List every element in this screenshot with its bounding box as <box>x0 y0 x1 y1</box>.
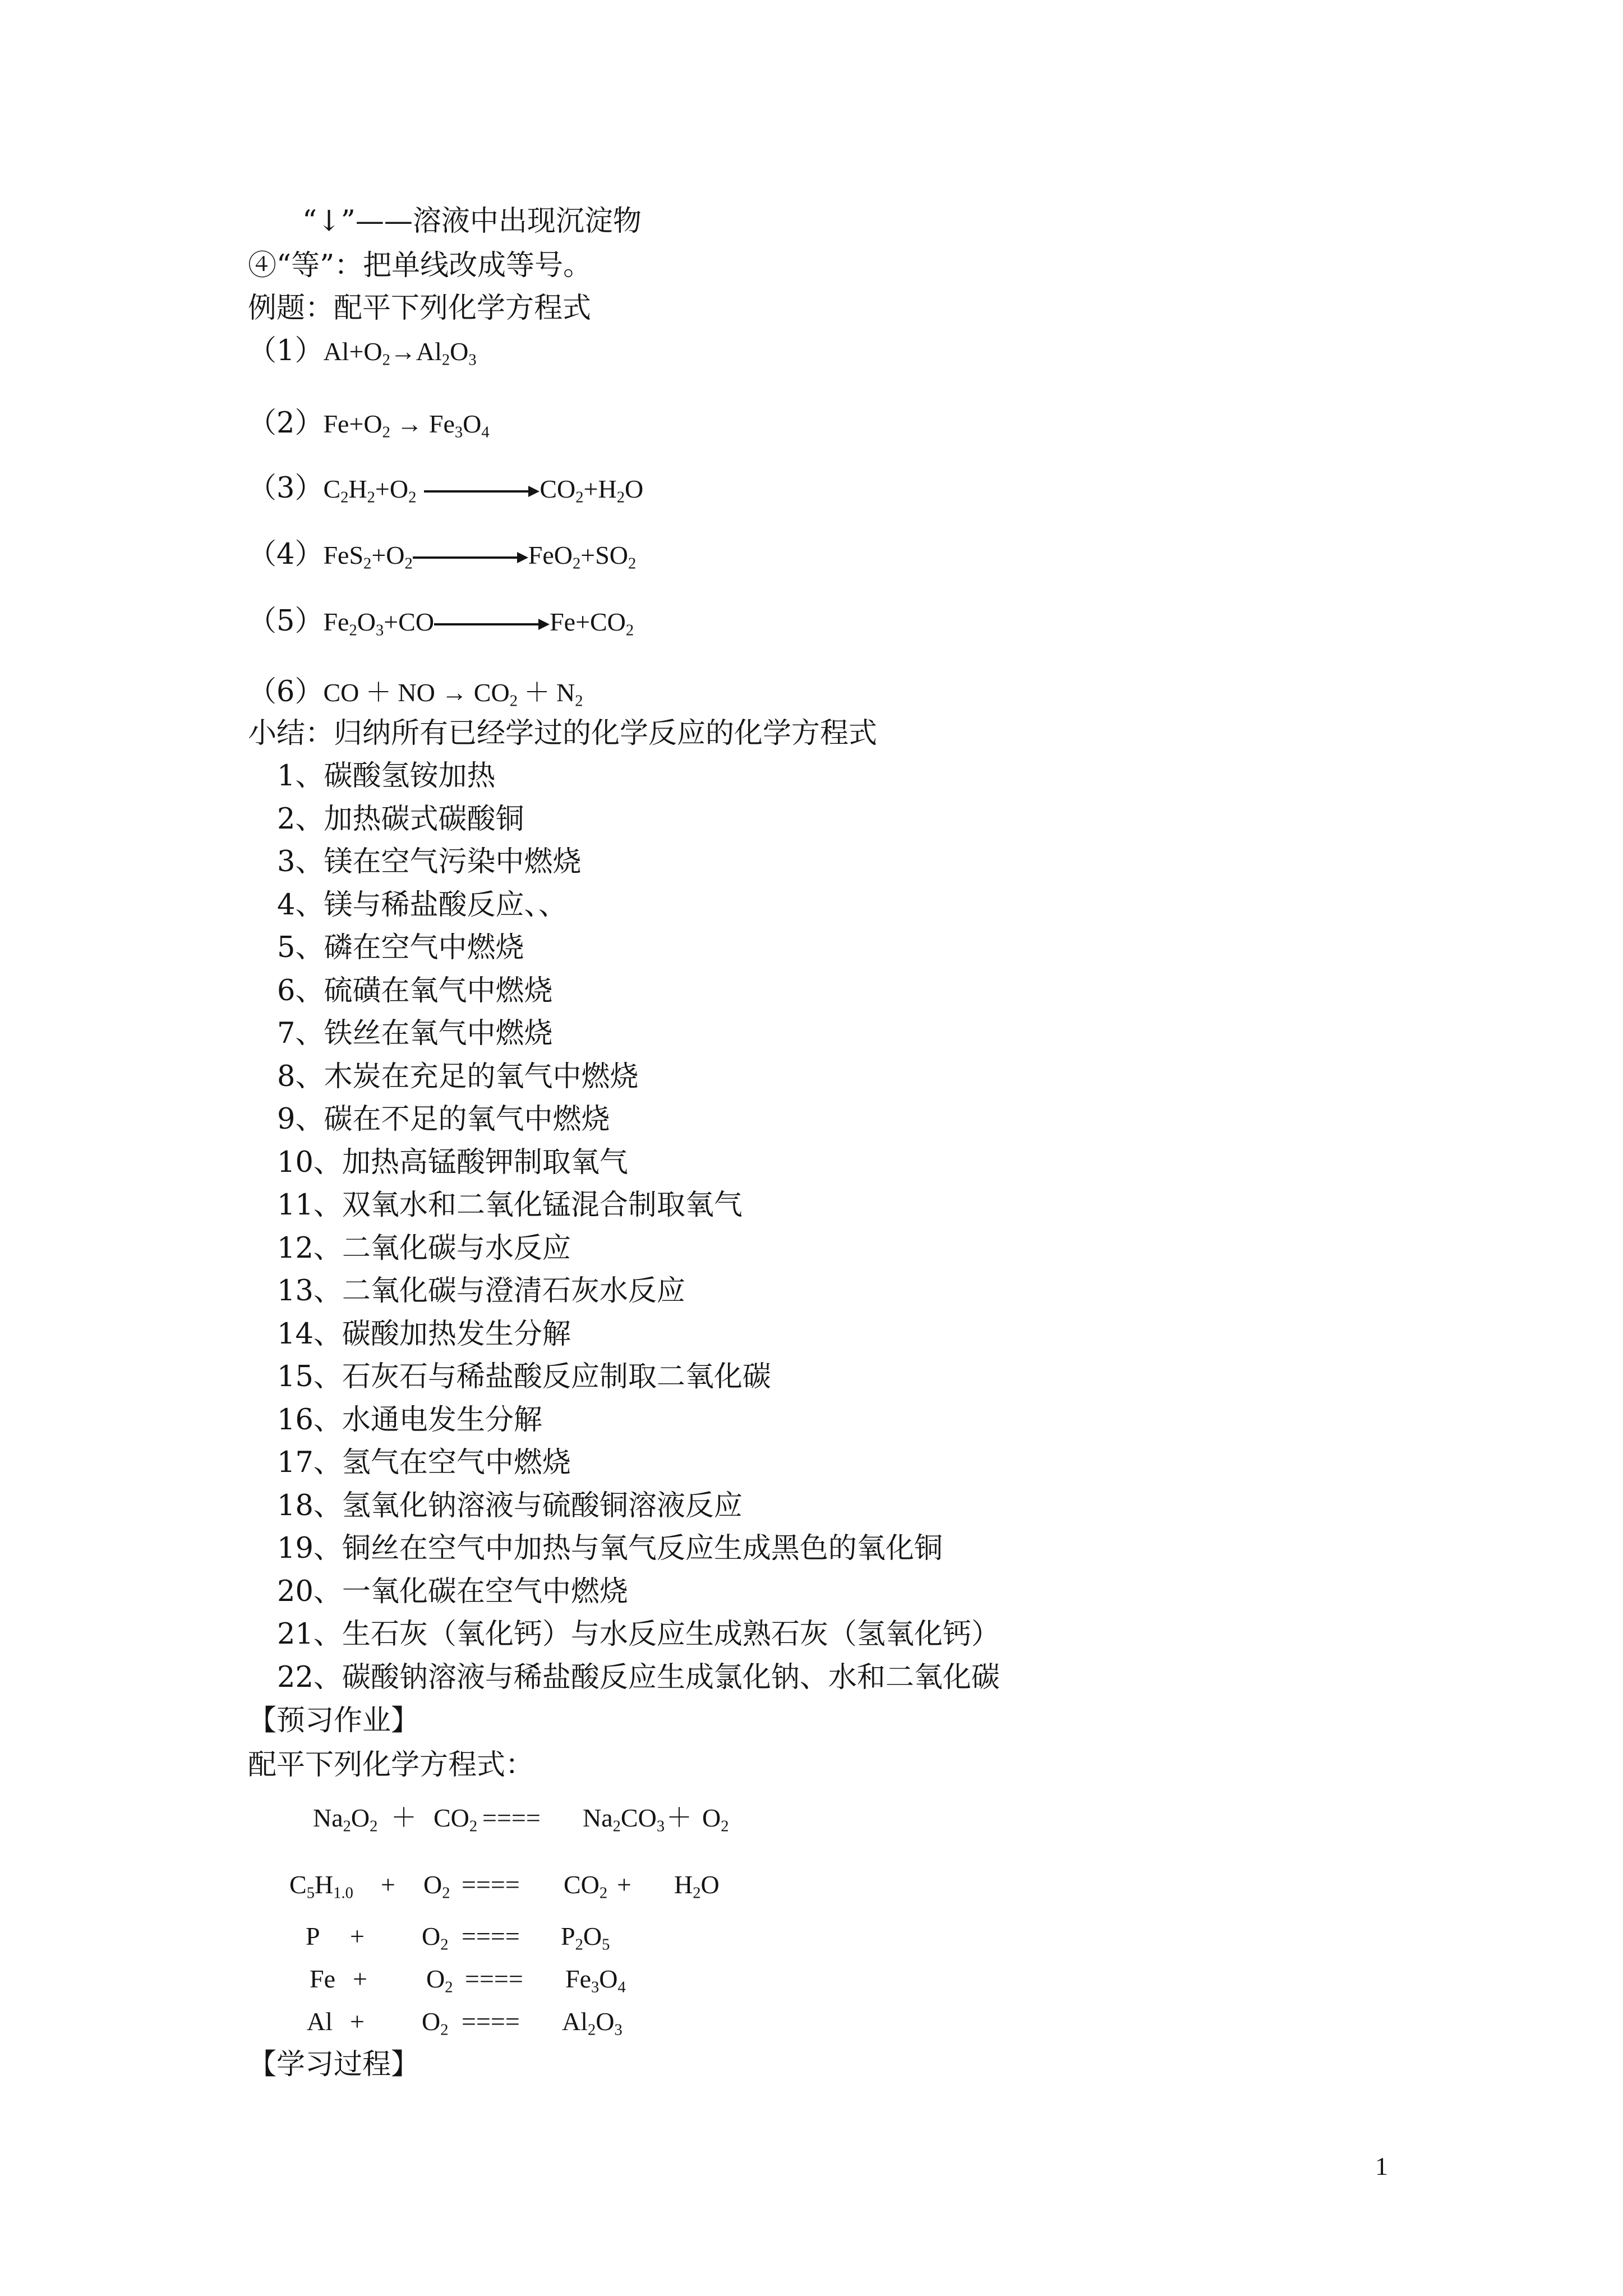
formula-text: O <box>583 1922 602 1950</box>
chemical-equation <box>323 608 634 639</box>
summary-item: 9、碳在不足的氧气中燃烧 <box>277 1103 610 1136</box>
long-arrow-icon <box>413 556 523 559</box>
formula-text: O <box>357 608 376 636</box>
subscript: 2 <box>469 1818 478 1835</box>
example-equation <box>248 675 583 709</box>
summary-item: 14、碳酸加热发生分解 <box>277 1317 571 1351</box>
formula-text: Al <box>562 2007 588 2036</box>
summary-item: 3、镁在空气污染中燃烧 <box>277 845 582 878</box>
summary-item: 22、碳酸钠溶液与稀盐酸反应生成氯化钠、水和二氧化碳 <box>277 1660 1000 1694</box>
example-number: （4） <box>248 538 324 571</box>
subscript: 2 <box>340 489 349 507</box>
subscript: 4 <box>481 424 490 441</box>
formula-text: O <box>624 475 644 503</box>
chemical-formula <box>583 1801 665 1835</box>
formula-text: H <box>348 475 367 503</box>
subscript: 4 <box>617 1978 626 1996</box>
formula-text: Fe <box>565 1964 591 1993</box>
formula-text: P <box>306 1922 320 1950</box>
subscript: 2 <box>572 555 581 573</box>
chemical-formula <box>561 1920 610 1953</box>
formula-text: Na <box>313 1803 343 1832</box>
formula-text: ==== <box>462 1870 520 1899</box>
formula-text: O <box>422 2007 441 2036</box>
formula-text: Fe+CO <box>550 608 626 636</box>
subscript: 2 <box>408 489 417 507</box>
summary-item: 2、加热碳式碳酸铜 <box>277 802 524 836</box>
subscript: 2 <box>440 2021 449 2039</box>
summary-item: 5、磷在空气中燃烧 <box>277 931 524 964</box>
formula-text: Al+O <box>323 337 382 366</box>
formula-text: FeS <box>323 541 364 569</box>
summary-item: 15、石灰石与稀盐酸反应制取二氧化碳 <box>277 1360 771 1393</box>
formula-text: ＋ N <box>517 678 575 707</box>
example-equation <box>248 472 643 505</box>
formula-text: Fe <box>310 1964 335 1993</box>
formula-text: Al <box>307 2007 333 2036</box>
page-number: 1 <box>1375 2152 1388 2180</box>
formula-text: ＋ <box>666 1803 692 1832</box>
chemical-equation <box>323 541 637 573</box>
practice-equation <box>0 1868 1623 1902</box>
formula-text: ==== <box>482 1803 541 1832</box>
plus-sign <box>353 1962 367 1996</box>
practice-equation <box>0 1962 1623 1996</box>
summary-item: 13、二氧化碳与澄清石灰水反应 <box>277 1274 685 1308</box>
formula-text: O <box>596 2007 615 2036</box>
formula-text: CO <box>620 1803 657 1832</box>
plus-sign <box>666 1801 692 1835</box>
chemical-formula <box>702 1801 729 1835</box>
chemical-formula <box>422 2005 449 2039</box>
subscript: 2 <box>370 1818 378 1835</box>
formula-text: O <box>423 1870 442 1899</box>
example-number: （3） <box>248 472 324 505</box>
subscript: 5 <box>602 1936 610 1954</box>
chemical-equation <box>323 475 644 507</box>
subscript: 2 <box>441 351 450 369</box>
learning-process-heading: 【学习过程】 <box>248 2048 420 2081</box>
formula-text: +H <box>583 475 617 503</box>
subscript: 1.0 <box>333 1884 353 1902</box>
formula-text: → Fe <box>390 409 455 438</box>
example-number: （1） <box>248 334 324 367</box>
plus-sign <box>350 2005 365 2039</box>
chemical-formula <box>564 1868 607 1902</box>
subscript: 2 <box>575 489 584 507</box>
formula-text: CO ＋ NO → CO <box>323 678 510 707</box>
formula-text: O <box>426 1964 445 1993</box>
formula-text: C <box>289 1870 307 1899</box>
chemical-equation <box>323 409 490 441</box>
example-equation <box>248 605 634 638</box>
formula-text: ==== <box>462 2007 520 2036</box>
equals-sign <box>482 1801 541 1835</box>
formula-text: C <box>323 475 341 503</box>
chemical-formula <box>313 1801 377 1835</box>
subscript: 2 <box>509 692 518 710</box>
formula-text: FeO <box>528 541 573 569</box>
subscript: 3 <box>614 2021 623 2039</box>
formula-text: +O <box>375 475 409 503</box>
subscript: 3 <box>454 424 463 441</box>
formula-text: CO <box>540 475 576 503</box>
formula-text: H <box>314 1870 334 1899</box>
summary-item: 17、氢气在空气中燃烧 <box>277 1446 571 1479</box>
subscript: 2 <box>616 489 625 507</box>
subscript: 2 <box>445 1978 453 1996</box>
practice-equation <box>0 2005 1623 2039</box>
subscript: 2 <box>343 1818 351 1835</box>
formula-text: O <box>463 409 482 438</box>
subscript: 2 <box>693 1884 701 1902</box>
chemical-formula <box>565 1962 626 1996</box>
plus-sign <box>381 1868 395 1902</box>
formula-text: +O <box>371 541 405 569</box>
subscript: 2 <box>721 1818 729 1835</box>
plus-sign <box>617 1868 631 1902</box>
formula-text: + <box>381 1870 395 1899</box>
chemical-formula <box>307 2005 333 2039</box>
equals-sign <box>462 1868 520 1902</box>
formula-text: P <box>561 1922 575 1950</box>
formula-text: Fe <box>323 608 349 636</box>
formula-text: + <box>350 1922 365 1950</box>
summary-item: 16、水通电发生分解 <box>277 1403 542 1437</box>
formula-text: + <box>353 1964 367 1993</box>
summary-item: 11、双氧水和二氧化锰混合制取氧气 <box>277 1189 743 1222</box>
example-title: 例题：配平下列化学方程式 <box>248 292 592 325</box>
formula-text: ==== <box>465 1964 523 1993</box>
subscript: 3 <box>656 1818 665 1835</box>
subscript: 2 <box>628 555 637 573</box>
subscript: 2 <box>625 622 634 639</box>
formula-text: O <box>422 1922 441 1950</box>
chemical-formula <box>562 2005 623 2039</box>
formula-text: CO <box>434 1803 469 1832</box>
equals-sign <box>465 1962 523 1996</box>
subscript: 2 <box>440 1936 449 1954</box>
formula-text: + <box>350 2007 365 2036</box>
chemical-formula <box>306 1920 320 1953</box>
practice-equation <box>0 1920 1623 1953</box>
subscript: 2 <box>382 424 390 441</box>
equals-sign <box>462 1920 520 1953</box>
subscript: 2 <box>367 489 375 507</box>
example-number: （6） <box>248 675 324 708</box>
summary-item: 4、镁与稀盐酸反应、、 <box>277 888 567 922</box>
equals-sign <box>462 2005 520 2039</box>
chemical-formula <box>422 1920 449 1953</box>
summary-item: 1、碳酸氢铵加热 <box>277 760 496 793</box>
summary-item: 10、加热高锰酸钾制取氧气 <box>277 1145 628 1179</box>
summary-item: 7、铁丝在氧气中燃烧 <box>277 1017 553 1050</box>
formula-text: O <box>700 1870 720 1899</box>
summary-item: 6、硫磺在氧气中燃烧 <box>277 974 553 1007</box>
formula-text: Na <box>583 1803 613 1832</box>
subscript: 2 <box>363 555 372 573</box>
chemical-formula <box>426 1962 453 1996</box>
long-arrow-icon <box>424 490 534 493</box>
subscript: 3 <box>468 351 477 369</box>
formula-text: +CO <box>384 608 435 636</box>
chemical-formula <box>434 1801 477 1835</box>
plus-sign <box>391 1801 417 1835</box>
practice-equation <box>0 1801 1623 1835</box>
equal-sign-note: ④“等”：把单线改成等号。 <box>248 249 592 282</box>
subscript: 3 <box>375 622 384 639</box>
subscript: 2 <box>588 2021 596 2039</box>
summary-item: 21、生石灰（氧化钙）与水反应生成熟石灰（氢氧化钙） <box>277 1618 1000 1651</box>
chemical-equation <box>323 337 477 369</box>
formula-text: O <box>599 1964 618 1993</box>
formula-text: O <box>702 1803 721 1832</box>
summary-item: 20、一氧化碳在空气中燃烧 <box>277 1575 628 1608</box>
subscript: 3 <box>591 1978 600 1996</box>
preview-instruction: 配平下列化学方程式： <box>248 1749 534 1782</box>
formula-text: H <box>674 1870 693 1899</box>
formula-text: →Al <box>390 337 442 366</box>
formula-text: Fe+O <box>323 409 382 438</box>
summary-item: 12、二氧化碳与水反应 <box>277 1231 571 1265</box>
subscript: 2 <box>575 1936 583 1954</box>
summary-item: 8、木炭在充足的氧气中燃烧 <box>277 1060 639 1093</box>
subscript: 2 <box>599 1884 608 1902</box>
formula-text: ＋ <box>391 1803 417 1832</box>
example-number: （2） <box>248 407 324 440</box>
chemical-formula <box>310 1962 335 1996</box>
chemical-formula <box>423 1868 450 1902</box>
summary-item: 19、铜丝在空气中加热与氧气反应生成黑色的氧化铜 <box>277 1532 943 1565</box>
subscript: 2 <box>404 555 413 573</box>
preview-heading: 【预习作业】 <box>248 1704 420 1737</box>
chemical-equation <box>323 678 583 710</box>
formula-text: + <box>617 1870 631 1899</box>
chemical-formula <box>674 1868 720 1902</box>
subscript: 2 <box>442 1884 450 1902</box>
formula-text: +SO <box>580 541 628 569</box>
plus-sign <box>350 1920 365 1953</box>
formula-text: O <box>351 1803 370 1832</box>
example-equation <box>248 538 636 572</box>
example-equation <box>248 334 477 368</box>
formula-text: CO <box>564 1870 600 1899</box>
subscript: 2 <box>349 622 357 639</box>
chemical-formula <box>289 1868 353 1902</box>
subscript: 2 <box>382 351 390 369</box>
summary-item: 18、氢氧化钠溶液与硫酸铜溶液反应 <box>277 1489 743 1522</box>
example-number: （5） <box>248 605 324 638</box>
subscript: 2 <box>612 1818 621 1835</box>
long-arrow-icon <box>434 623 544 625</box>
subscript: 5 <box>306 1884 315 1902</box>
formula-text: O <box>450 337 469 366</box>
summary-title: 小结：归纳所有已经学过的化学反应的化学方程式 <box>248 717 878 750</box>
formula-text: ==== <box>462 1922 520 1950</box>
precipitate-symbol-note: “↓”——溶液中出现沉淀物 <box>302 205 642 238</box>
example-equation <box>248 407 490 440</box>
subscript: 2 <box>575 692 583 710</box>
